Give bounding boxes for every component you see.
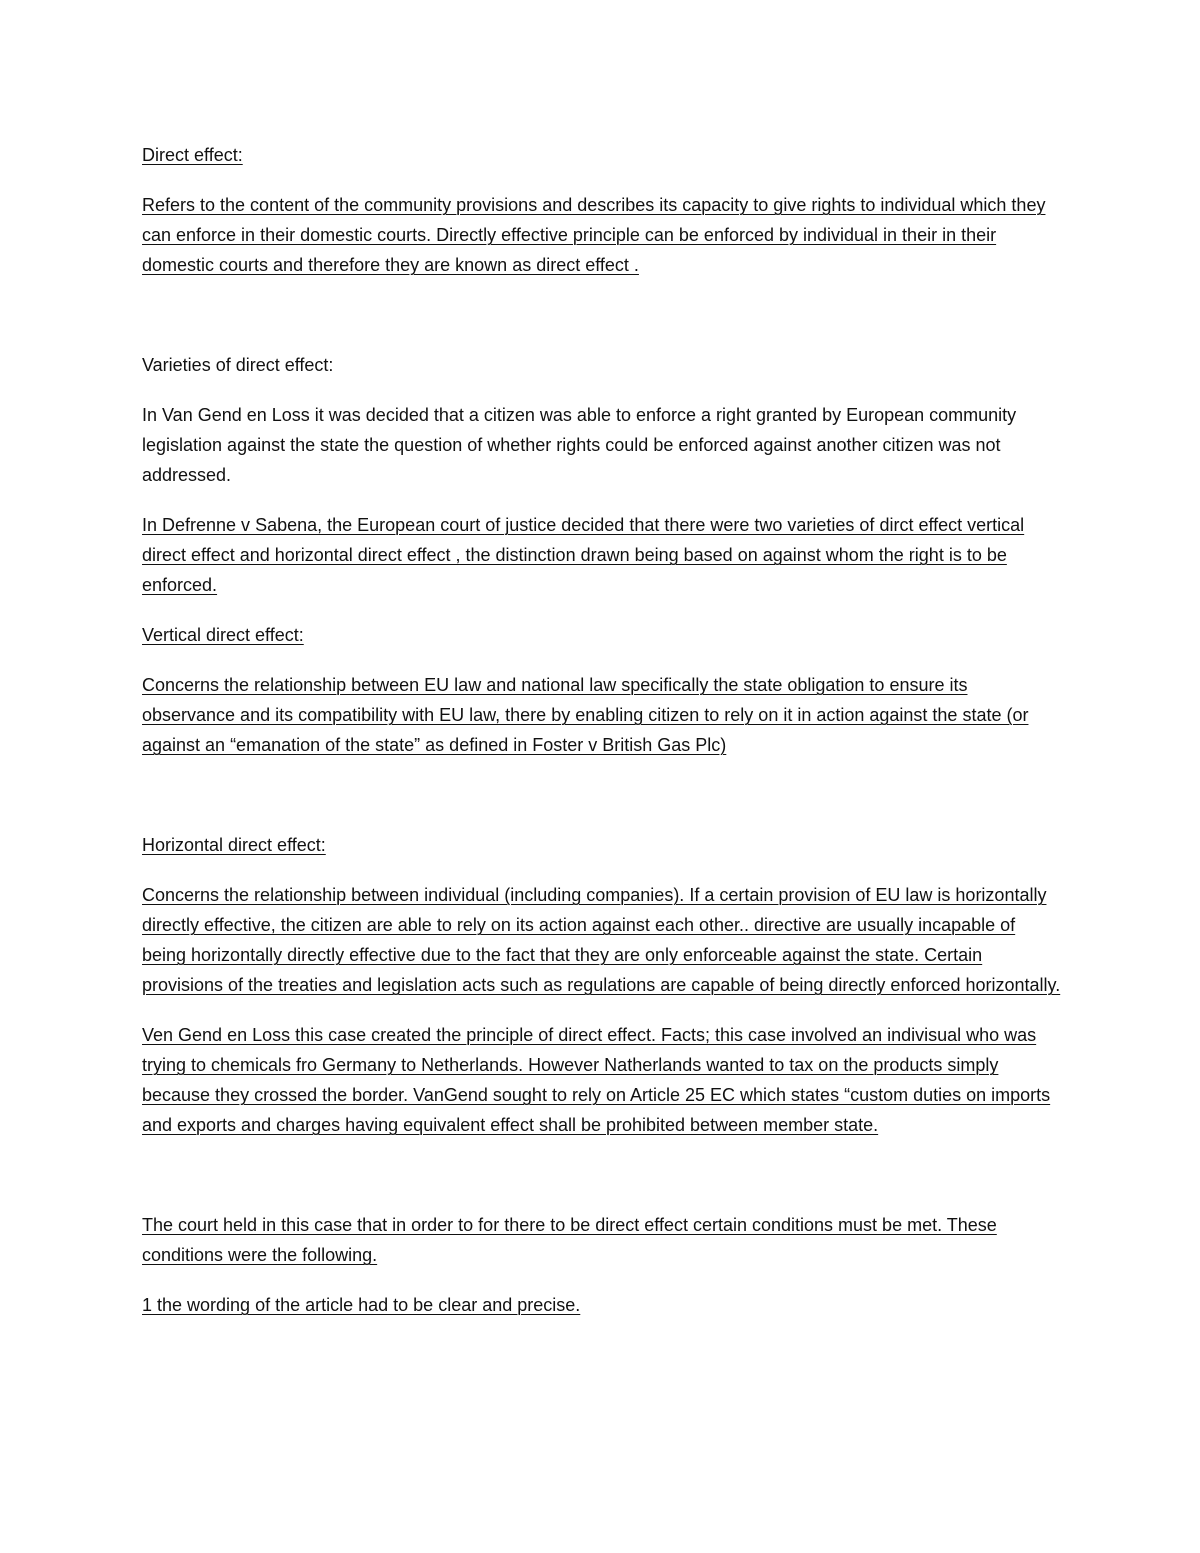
heading-direct-effect: Direct effect: bbox=[142, 145, 243, 165]
paragraph-vertical-direct-effect: Concerns the relationship between EU law and national law specifically the state obligation to ensure its observance and its compatibility with EU law, there by enabling citizen to rely on it in action against the state (or against an “emanation of the state” as defined in Foster v British Gas Plc) bbox=[142, 675, 1029, 755]
paragraph-horizontal-direct-effect: Concerns the relationship between individual (including companies). If a certain provision of EU law is horizontally directly effective, the citizen are able to rely on its action against each other.. directive are usually incapable of being horizontally directly effective due to the fact that they are only enforceable against the state. Certain provisions of the treaties and legislation acts such as regulations are capable of being directly enforced horizontally. bbox=[142, 885, 1061, 995]
paragraph-direct-effect-definition: Refers to the content of the community provisions and describes its capacity to give rights to individual which they can enforce in their domestic courts. Directly effective principle can be enforced by individual in their in their domestic courts and therefore they are known as direct effect . bbox=[142, 195, 1046, 275]
paragraph-condition-one: 1 the wording of the article had to be clear and precise. bbox=[142, 1295, 581, 1315]
heading-varieties-of-direct-effect: Varieties of direct effect: bbox=[142, 355, 334, 375]
paragraph-van-gend-en-loss: In Van Gend en Loss it was decided that a citizen was able to enforce a right granted by European community legislation against the state the question of whether rights could be enforced against another citizen was not addressed. bbox=[142, 405, 1017, 485]
paragraph-van-gend-facts: Ven Gend en Loss this case created the principle of direct effect. Facts; this case involved an indivisual who was trying to chemicals fro Germany to Netherlands. However Natherlands wanted to tax on the products simply because they crossed the border. VanGend sought to rely on Article 25 EC which states “custom duties on imports and exports and charges having equivalent effect shall be prohibited between member state. bbox=[142, 1025, 1051, 1135]
paragraph-defrenne-v-sabena: In Defrenne v Sabena, the European court of justice decided that there were two varieties of dirct effect vertical direct effect and horizontal direct effect , the distinction drawn being based on against whom the right is to be enforced. bbox=[142, 515, 1025, 595]
document-page bbox=[142, 140, 1062, 1320]
paragraph-court-held: The court held in this case that in order to for there to be direct effect certain conditions must be met. These conditions were the following. bbox=[142, 1215, 997, 1265]
heading-horizontal-direct-effect: Horizontal direct effect: bbox=[142, 835, 326, 855]
heading-vertical-direct-effect: Vertical direct effect: bbox=[142, 625, 304, 645]
